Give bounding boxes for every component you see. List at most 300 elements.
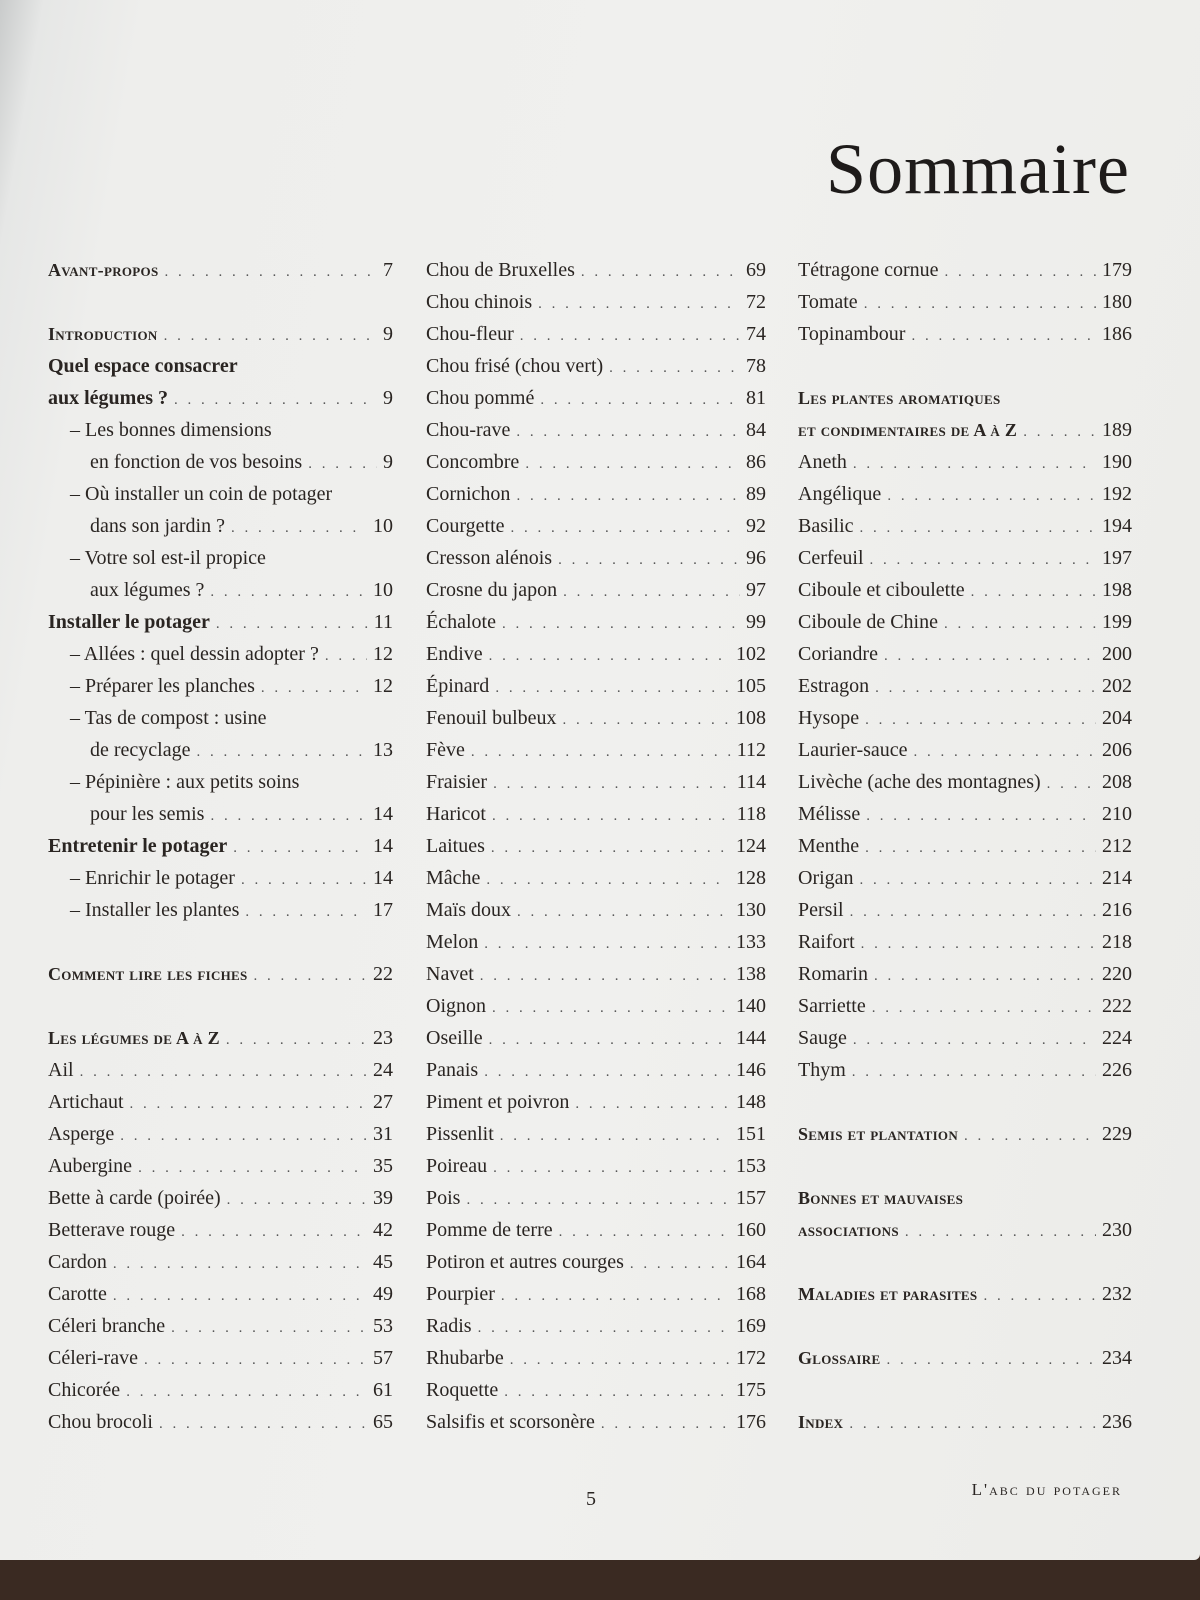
leader-dots [865,832,1096,864]
leader-dots [489,640,730,672]
leader-dots [174,384,377,416]
leader-dots [875,672,1096,704]
toc-entry-label: Crosne du japon [426,579,558,601]
toc-entry-label: Romarin [798,963,868,985]
toc-entry-label: Betterave rouge [48,1219,176,1241]
toc-entry-page: 148 [736,1091,766,1113]
toc-entry[interactable] [48,1246,393,1278]
toc-sub-line: – Pépinière : aux petits soins [70,771,300,793]
toc-entry-label: – Préparer les planches [70,675,255,697]
toc-entry-label: Aubergine [48,1155,133,1177]
toc-entry-page: 138 [736,963,766,985]
toc-entry-page: 189 [1102,419,1132,441]
toc-entry-page: 208 [1102,771,1132,793]
toc-entry-label: Ciboule et ciboulette [798,579,965,601]
toc-entry[interactable] [426,478,766,510]
toc-entry-page: 153 [736,1155,766,1177]
toc-entry[interactable] [48,1342,393,1374]
toc-entry-sub[interactable] [48,510,393,542]
toc-entry-label: Installer le potager [48,611,210,633]
toc-entry-page: 12 [373,643,393,665]
toc-entry-sub[interactable] [48,670,393,702]
toc-entry[interactable] [426,1374,766,1406]
leader-dots [850,896,1096,928]
toc-entry-label: Asperge [48,1123,115,1145]
toc-entry-label: Bette à carde (poirée) [48,1187,221,1209]
toc-entry-page: 168 [736,1283,766,1305]
leader-dots [870,544,1096,576]
toc-entry-sub[interactable] [48,894,393,926]
toc-entry-label: Coriandre [798,643,878,665]
toc-entry-page: 175 [736,1379,766,1401]
toc-entry-page: 81 [746,387,766,409]
toc-entry-label: en fonction de vos besoins [90,451,303,473]
leader-dots [466,1184,730,1216]
toc-entry[interactable] [798,446,1132,478]
toc-entry[interactable] [426,958,766,990]
toc-entry-page: 218 [1102,931,1132,953]
toc-entry-label: Pois [426,1187,461,1209]
leader-dots [964,1120,1096,1152]
toc-entry-label: Cresson alénois [426,547,553,569]
leader-dots [196,736,367,768]
toc-entry[interactable] [426,1278,766,1310]
toc-entry[interactable] [798,1054,1132,1086]
leader-dots [864,288,1096,320]
toc-entry-page: 9 [383,323,393,345]
toc-entry-label: Navet [426,963,474,985]
toc-entry-label: Introduction [48,324,158,344]
toc-entry[interactable] [426,606,766,638]
toc-entry-section[interactable] [798,1214,1132,1246]
toc-entry-section[interactable] [798,1118,1132,1150]
toc-entry-page: 108 [736,707,766,729]
toc-entry[interactable] [48,1086,393,1118]
toc-entry[interactable] [798,254,1132,286]
toc-entry[interactable] [426,766,766,798]
toc-entry[interactable] [798,990,1132,1022]
toc-entry-page: 23 [373,1027,393,1049]
toc-entry-label: Fenouil bulbeux [426,707,557,729]
toc-entry-page: 69 [746,259,766,281]
toc-entry-label: Maïs doux [426,899,511,921]
toc-entry-page: 12 [373,675,393,697]
toc-entry-page: 140 [736,995,766,1017]
leader-dots [120,1120,367,1152]
toc-entry[interactable] [426,1214,766,1246]
toc-entry-page: 226 [1102,1059,1132,1081]
leader-dots [491,832,730,864]
toc-sub-line: – Tas de compost : usine [70,707,267,729]
toc-entry[interactable] [798,510,1132,542]
toc-entry-label: Glossaire [798,1348,881,1368]
leader-dots [484,928,730,960]
toc-entry-section[interactable] [798,1406,1132,1438]
toc-entry-page: 89 [746,483,766,505]
toc-entry[interactable] [798,958,1132,990]
leader-dots [484,1056,730,1088]
toc-entry-label: Topinambour [798,323,906,345]
toc-entry[interactable] [798,894,1132,926]
toc-entry-page: 232 [1102,1283,1132,1305]
toc-entry-page: 146 [736,1059,766,1081]
toc-entry-page: 204 [1102,707,1132,729]
leader-dots [853,1024,1096,1056]
toc-heading-line: Quel espace consacrer [48,355,238,377]
toc-entry-label: Ciboule de Chine [798,611,938,633]
toc-entry[interactable] [48,1374,393,1406]
toc-entry-sub[interactable] [48,638,393,670]
leader-dots [493,1152,730,1184]
toc-entry[interactable] [426,254,766,286]
toc-entry-page: 14 [373,803,393,825]
toc-entry-label: Oseille [426,1027,483,1049]
leader-dots [511,512,740,544]
toc-entry-page: 27 [373,1091,393,1113]
toc-entry[interactable] [798,286,1132,318]
toc-entry-page: 65 [373,1411,393,1433]
toc-entry-page: 172 [736,1347,766,1369]
toc-entry-page: 220 [1102,963,1132,985]
leader-dots [865,704,1096,736]
toc-entry-label: Laitues [426,835,485,857]
leader-dots [944,608,1096,640]
toc-entry-page: 234 [1102,1347,1132,1369]
toc-entry-label: Pomme de terre [426,1219,553,1241]
toc-entry[interactable] [48,1406,393,1438]
toc-entry-label: pour les semis [90,803,205,825]
toc-entry-page: 179 [1102,259,1132,281]
toc-entry-label: Les légumes de A à Z [48,1028,220,1048]
leader-dots [538,288,740,320]
toc-entry-label: Radis [426,1315,472,1337]
leader-dots [502,608,740,640]
toc-entry-page: 144 [736,1027,766,1049]
toc-entry-page: 35 [373,1155,393,1177]
toc-entry[interactable] [798,542,1132,574]
toc-column-1 [48,254,393,1438]
leader-dots [231,512,367,544]
toc-entry[interactable] [426,414,766,446]
leader-dots [254,960,367,992]
toc-entry[interactable] [798,702,1132,734]
toc-entry-label: Chou chinois [426,291,533,313]
toc-entry-page: 200 [1102,643,1132,665]
leader-dots [489,1024,730,1056]
toc-entry-section[interactable] [798,414,1132,446]
leader-dots [308,448,377,480]
toc-entry-label: Potiron et autres courges [426,1251,624,1273]
toc-entry[interactable] [426,510,766,542]
toc-entry-page: 45 [373,1251,393,1273]
leader-dots [138,1152,367,1184]
toc-entry-page: 230 [1102,1219,1132,1241]
toc-entry-page: 128 [736,867,766,889]
toc-entry[interactable] [426,446,766,478]
leader-dots [113,1280,367,1312]
toc-entry-label: – Allées : quel dessin adopter ? [70,643,319,665]
toc-entry-label: Poireau [426,1155,488,1177]
toc-entry-sub[interactable] [48,446,393,478]
toc-entry-page: 114 [736,771,766,793]
toc-entry-section[interactable] [48,254,393,286]
toc-entry-page: 105 [736,675,766,697]
toc-entry-label: Mâche [426,867,481,889]
toc-entry[interactable] [426,542,766,574]
toc-entry-label: Chou brocoli [48,1411,153,1433]
toc-entry-label: Sauge [798,1027,847,1049]
toc-section-line: Bonnes et mauvaises [798,1188,964,1208]
toc-entry-label: Pourpier [426,1283,495,1305]
leader-dots [559,1216,730,1248]
leader-dots [164,256,377,288]
leader-dots [630,1248,730,1280]
leader-dots [861,928,1096,960]
toc-entry-label: Comment lire les fiches [48,964,248,984]
toc-entry-page: 212 [1102,835,1132,857]
toc-entry-label: dans son jardin ? [90,515,225,537]
toc-entry-page: 92 [746,515,766,537]
toc-entry[interactable] [426,1118,766,1150]
toc-entry-label: Menthe [798,835,860,857]
toc-entry-page: 216 [1102,899,1132,921]
toc-entry-page: 118 [736,803,766,825]
toc-entry-page: 14 [373,867,393,889]
toc-entry-page: 57 [373,1347,393,1369]
toc-entry[interactable] [426,1406,766,1438]
toc-entry[interactable] [798,638,1132,670]
leader-dots [480,960,730,992]
toc-entry-label: Melon [426,931,479,953]
toc-entry-label: Index [798,1412,844,1432]
toc-entry[interactable] [426,318,766,350]
toc-entry-page: 124 [736,835,766,857]
toc-entry[interactable] [426,286,766,318]
toc-entry[interactable] [426,702,766,734]
toc-entry-heading[interactable] [48,382,393,414]
toc-entry-label: Céleri branche [48,1315,166,1337]
leader-dots [80,1056,367,1088]
toc-entry-section[interactable] [48,958,393,990]
toc-entry-page: 112 [736,739,766,761]
toc-column-3 [798,254,1132,1438]
toc-entry[interactable] [426,1246,766,1278]
toc-entry-sub[interactable] [48,734,393,766]
toc-entry[interactable] [798,766,1132,798]
leader-dots [853,448,1096,480]
leader-dots [558,544,740,576]
leader-dots [493,768,731,800]
toc-entry-label: Chou pommé [426,387,535,409]
toc-entry-page: 176 [736,1411,766,1433]
toc-entry-page: 42 [373,1219,393,1241]
leader-dots [884,640,1096,672]
toc-entry-page: 84 [746,419,766,441]
toc-entry-label: Chicorée [48,1379,121,1401]
toc-entry-page: 13 [373,739,393,761]
toc-entry[interactable] [798,478,1132,510]
leader-dots [905,1216,1096,1248]
toc-entry[interactable] [48,1214,393,1246]
toc-sub-line: – Les bonnes dimensions [70,419,272,441]
leader-dots [471,736,731,768]
toc-entry-label: Panais [426,1059,479,1081]
toc-entry-heading[interactable] [48,830,393,862]
toc-entry-label: Tomate [798,291,858,313]
toc-entry[interactable] [426,638,766,670]
leader-dots [261,672,367,704]
toc-entry-sub[interactable] [48,862,393,894]
toc-entry-label: Céleri-rave [48,1347,138,1369]
toc-entry[interactable] [798,830,1132,862]
toc-entry[interactable] [798,574,1132,606]
toc-entry[interactable] [426,926,766,958]
toc-entry[interactable] [426,894,766,926]
toc-entry-page: 186 [1102,323,1132,345]
toc-entry[interactable] [798,734,1132,766]
toc-entry-section[interactable] [798,1342,1132,1374]
toc-entry[interactable] [426,1022,766,1054]
toc-entry[interactable] [798,1022,1132,1054]
leader-dots [601,1408,730,1440]
toc-entry[interactable] [48,1310,393,1342]
toc-entry[interactable] [426,670,766,702]
toc-entry-section[interactable] [48,318,393,350]
toc-entry[interactable] [798,798,1132,830]
toc-entry-page: 169 [736,1315,766,1337]
toc-entry[interactable] [48,1278,393,1310]
toc-entry-section[interactable] [48,1022,393,1054]
toc-entry-page: 9 [383,451,393,473]
toc-entry-label: – Enrichir le potager [70,867,235,889]
toc-entry[interactable] [426,1182,766,1214]
toc-entry-page: 180 [1102,291,1132,313]
page-number: 5 [586,1488,596,1510]
toc-entry-label: Avant-propos [48,260,159,280]
toc-entry-page: 7 [383,259,393,281]
toc-entry[interactable] [426,1342,766,1374]
toc-entry[interactable] [426,1054,766,1086]
leader-dots [1047,768,1096,800]
leader-dots [609,352,740,384]
toc-list-aromatiques [798,446,1132,1086]
toc-entry-label: Piment et poivron [426,1091,570,1113]
toc-entry-label: Concombre [426,451,520,473]
toc-entry-page: 164 [736,1251,766,1273]
leader-dots [113,1248,367,1280]
leader-dots [245,896,367,928]
toc-entry[interactable] [426,862,766,894]
toc-sub-line: – Votre sol est-il propice [70,547,266,569]
page-title: Sommaire [826,129,1130,209]
toc-entry[interactable] [426,798,766,830]
toc-entry-label: Carotte [48,1283,107,1305]
leader-dots [581,256,740,288]
toc-entry-page: 72 [746,291,766,313]
toc-entry-page: 9 [383,387,393,409]
toc-entry-label: aux légumes ? [48,387,168,409]
toc-entry-page: 190 [1102,451,1132,473]
leader-dots [226,1024,367,1056]
toc-entry[interactable] [426,990,766,1022]
toc-entry-sub[interactable] [48,798,393,830]
leader-dots [171,1312,367,1344]
toc-entry-label: Tétragone cornue [798,259,939,281]
toc-entry-section[interactable] [798,1278,1132,1310]
toc-entry[interactable] [426,1310,766,1342]
toc-entry-label: Fève [426,739,465,761]
toc-entry-page: 194 [1102,515,1132,537]
toc-entry[interactable] [798,606,1132,638]
toc-entry[interactable] [798,670,1132,702]
toc-entry-page: 61 [373,1379,393,1401]
toc-list-legumes-end [798,254,1132,350]
toc-entry[interactable] [426,382,766,414]
toc-entry-page: 192 [1102,483,1132,505]
leader-dots [325,640,367,672]
leader-dots [971,576,1096,608]
leader-dots [872,992,1096,1024]
toc-entry-page: 49 [373,1283,393,1305]
toc-entry-page: 202 [1102,675,1132,697]
toc-entry[interactable] [426,574,766,606]
toc-column-2 [426,254,766,1438]
toc-entry[interactable] [48,1182,393,1214]
toc-entry[interactable] [426,830,766,862]
toc-entry-page: 130 [736,899,766,921]
toc-entry-page: 210 [1102,803,1132,825]
leader-dots [575,1088,730,1120]
toc-entry-label: Rhubarbe [426,1347,504,1369]
leader-dots [914,736,1096,768]
toc-entry[interactable] [426,734,766,766]
toc-list-legumes-continued [426,254,766,1438]
toc-entry-label: Haricot [426,803,486,825]
toc-entry-label: Épinard [426,675,490,697]
toc-entry[interactable] [48,1150,393,1182]
toc-entry-label: et condimentaires de A à Z [798,420,1018,440]
leader-dots [563,576,740,608]
toc-entry-heading[interactable] [48,606,393,638]
leader-dots [866,800,1096,832]
toc-entry-page: 236 [1102,1411,1132,1433]
toc-entry-page: 160 [736,1219,766,1241]
toc-entry[interactable] [48,1054,393,1086]
toc-entry-label: Semis et plantation [798,1124,959,1144]
toc-entry[interactable] [426,350,766,382]
toc-entry-page: 206 [1102,739,1132,761]
toc-entry[interactable] [426,1086,766,1118]
leader-dots [126,1376,367,1408]
toc-entry-page: 74 [746,323,766,345]
toc-entry[interactable] [426,1150,766,1182]
toc-entry-label: Roquette [426,1379,499,1401]
toc-entry-sub[interactable] [48,574,393,606]
toc-entry[interactable] [798,862,1132,894]
leader-dots [852,1056,1096,1088]
leader-dots [563,704,730,736]
toc-entry-label: Chou-fleur [426,323,514,345]
toc-entry[interactable] [48,1118,393,1150]
toc-entry[interactable] [798,926,1132,958]
toc-entry[interactable] [798,318,1132,350]
leader-dots [983,1280,1096,1312]
toc-entry-label: Chou-rave [426,419,511,441]
leader-dots [144,1344,367,1376]
toc-entry-label: Angélique [798,483,882,505]
leader-dots [164,320,377,352]
toc-entry-page: 224 [1102,1027,1132,1049]
